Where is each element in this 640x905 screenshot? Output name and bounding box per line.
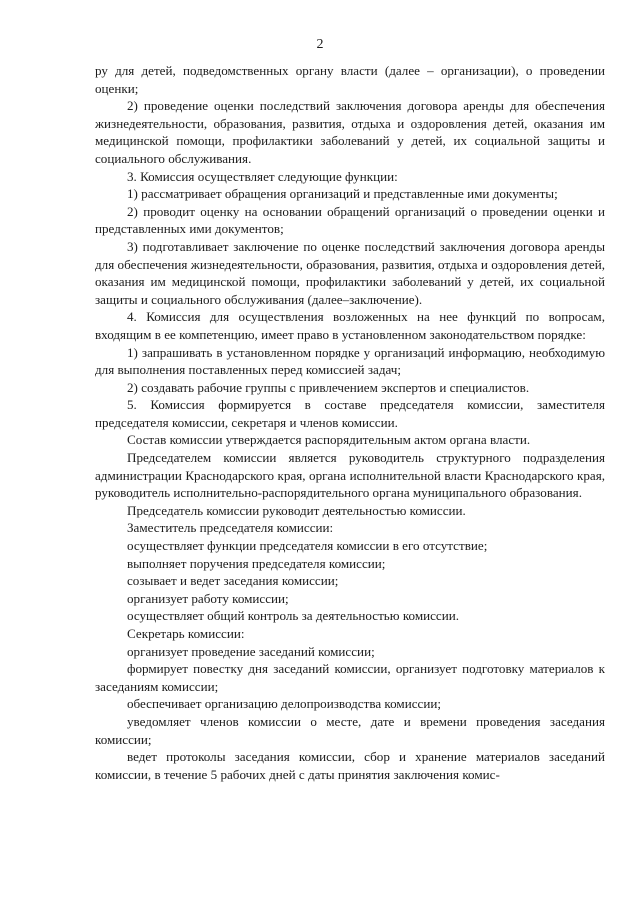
paragraph: 3. Комиссия осуществляет следующие функции: [127,168,398,184]
paragraph: организует работу комиссии; [127,590,289,606]
paragraph: Состав комиссии утверждается распорядительным актом органа власти. [127,432,531,448]
paragraph: созывает и ведет заседания комиссии; [127,573,339,589]
paragraph: ру для детей, подведомственных органу власти (далее – организации), о проведении оценки; [95,63,605,96]
paragraph: Председатель комиссии руководит деятельностью комиссии. [127,502,466,518]
paragraph: 2) проведение оценки последствий заключения договора аренды для обеспечения жизнедеятельности, образования, развития, отдыха и оздоровления детей, оказания им медицинской помощи, профилактики заболеваний у детей, их социальной защиты и социального обслуживания. [95,98,605,166]
paragraph: Председателем комиссии является руководитель структурного подразделения администрации Краснодарского края, органа исполнительной власти Краснодарского края, руководитель исполнительно-распорядительного органа муниципального образования. [95,450,605,501]
paragraph: 1) запрашивать в установленном порядке у организаций информацию, необходимую для выполнения поставленных перед комиссией задач; [95,344,605,378]
paragraph: ведет протоколы заседания комиссии, сбор и хранение материалов заседаний комиссии, в течение 5 рабочих дней с даты принятия заключения комис- [95,749,605,782]
paragraph: 2) создавать рабочие группы с привлечением экспертов и специалистов. [127,379,530,395]
paragraph: 3) подготавливает заключение по оценке последствий заключения договора аренды для обеспечения жизнедеятельности, образования, развития, отдыха и оздоровления детей, оказания им медицинской помощи, профилактики заболеваний у детей, их социальной защиты и социального обслуживания (далее–заключение). [95,238,605,307]
paragraph: выполняет поручения председателя комиссии; [127,555,386,571]
paragraph: осуществляет функции председателя комиссии в его отсутствие; [127,538,488,554]
paragraph: Секретарь комиссии: [127,626,245,641]
paragraph: обеспечивает организацию делопроизводства комиссии; [127,696,441,712]
paragraph: уведомляет членов комиссии о месте, дате и времени проведения заседания комиссии; [95,713,605,747]
paragraph: 2) проводит оценку на основании обращений организаций о проведении оценки и представленных ими документов; [95,203,605,237]
paragraph: 1) рассматривает обращения организаций и представленные ими документы; [127,186,558,202]
paragraph: Заместитель председателя комиссии: [127,520,334,536]
paragraph: 5. Комиссия формируется в составе председателя комиссии, заместителя председателя комиссии, секретаря и членов комиссии. [95,397,605,430]
page-number: 2 [316,37,324,52]
paragraph: 4. Комиссия для осуществления возложенных на нее функций по вопросам, входящим в ее компетенцию, имеет право в установленном законодательством порядке: [95,309,605,342]
paragraph: организует проведение заседаний комиссии; [127,643,375,659]
document-body [95,62,605,783]
paragraph: осуществляет общий контроль за деятельностью комиссии. [127,608,460,624]
paragraph: формирует повестку дня заседаний комиссии, организует подготовку материалов к заседаниям комиссии; [95,661,605,694]
